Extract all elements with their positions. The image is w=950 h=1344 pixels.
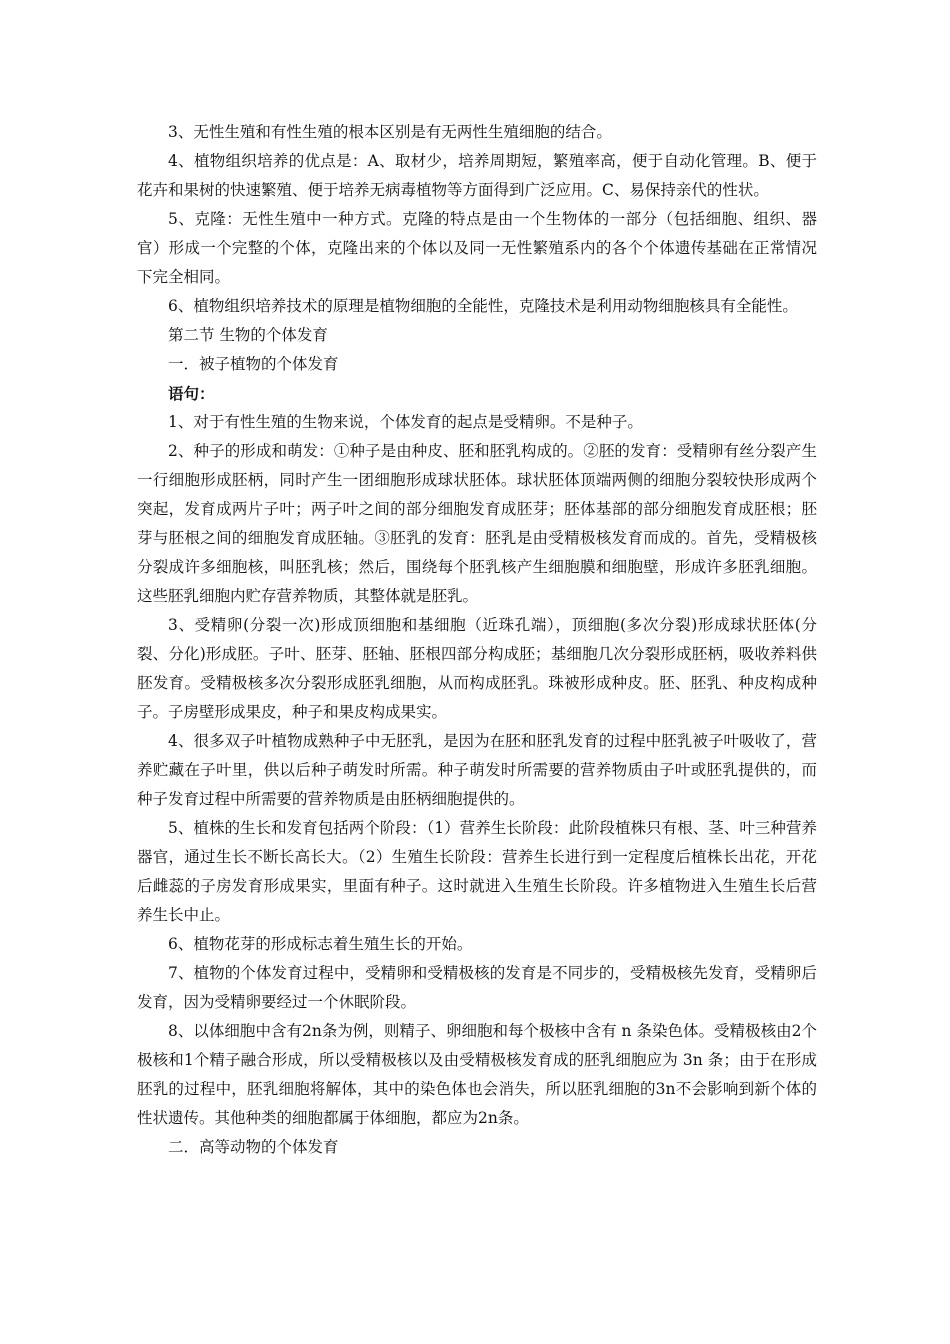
paragraph-zygote-division: 3、受精卵(分裂一次)形成顶细胞和基细胞（近珠孔端），顶细胞(多次分裂)形成球状胚体(分裂、分化)形成胚。子叶、胚芽、胚轴、胚根四部分构成胚；基细胞几次分裂形成胚柄，吸收养料供胚发育。受精极核多次分裂形成胚乳细胞，从而构成胚乳。珠被形成种皮。胚、胚乳、种皮构成种子。子房壁形成果皮，种子和果皮构成果实。 xyxy=(137,616,817,721)
paragraph-totipotency: 6、植物组织培养技术的原理是植物细胞的全能性，克隆技术是利用动物细胞核具有全能性。 xyxy=(168,297,798,315)
paragraph-chromosome-count: 8、以体细胞中含有2n条为例，则精子、卵细胞和每个极核中含有 n 条染色体。受精极核由2个极核和1个精子融合形成，所以受精极核以及由受精极核发育成的胚乳细胞应为 3n 条；由于在形成胚乳的过程中，胚乳细胞将解体，其中的染色体也会消失，所以胚乳细胞的3n不会影响到新个体的性状遗传。其他种类的细胞都属于体细胞，都应为2n条。 xyxy=(137,1022,817,1127)
subsection-heading-animals: 二．高等动物的个体发育 xyxy=(168,1138,339,1156)
subsection-heading: 一．被子植物的个体发育 xyxy=(168,355,339,373)
document-page xyxy=(137,118,817,1162)
paragraph-growth-stages: 5、植株的生长和发育包括两个阶段：（1）营养生长阶段：此阶段植株只有根、茎、叶三种营养器官，通过生长不断长高长大。（2）生殖生长阶段：营养生长进行到一定程度后植株长出花，开花后雌蕊的子房发育形成果实，里面有种子。这时就进入生殖生长阶段。许多植物进入生殖生长后营养生长中止。 xyxy=(137,819,817,924)
paragraph-asexual-vs-sexual: 3、无性生殖和有性生殖的根本区别是有无两性生殖细胞的结合。 xyxy=(168,123,612,141)
section-heading: 第二节 生物的个体发育 xyxy=(168,326,328,344)
paragraph-flower-bud: 6、植物花芽的形成标志着生殖生长的开始。 xyxy=(168,935,473,953)
paragraph-seed-formation: 2、种子的形成和萌发：①种子是由种皮、胚和胚乳构成的。②胚的发育：受精卵有丝分裂产生一行细胞形成胚柄，同时产生一团细胞形成球状胚体。球状胚体顶端两侧的细胞分裂较快形成两个突起，发育成两片子叶；两子叶之间的部分细胞发育成胚芽；胚体基部的部分细胞发育成胚根；胚芽与胚根之间的细胞发育成胚轴。③胚乳的发育：胚乳是由受精极核发育而成的。首先，受精极核分裂成许多细胞核，叫胚乳核；然后，围绕每个胚乳核产生细胞膜和细胞壁，形成许多胚乳细胞。这些胚乳细胞内贮存营养物质，其整体就是胚乳。 xyxy=(137,442,817,605)
paragraph-dicot-endosperm: 4、很多双子叶植物成熟种子中无胚乳，是因为在胚和胚乳发育的过程中胚乳被子叶吸收了，营养贮藏在子叶里，供以后种子萌发时所需。种子萌发时所需要的营养物质由子叶或胚乳提供的，而种子发育过程中所需要的营养物质是由胚柄细胞提供的。 xyxy=(137,732,817,808)
paragraph-development-order: 7、植物的个体发育过程中，受精卵和受精极核的发育是不同步的，受精极核先发育，受精卵后发育，因为受精卵要经过一个休眠阶段。 xyxy=(137,964,817,1011)
paragraph-development-start: 1、对于有性生殖的生物来说，个体发育的起点是受精卵。不是种子。 xyxy=(168,413,643,431)
paragraph-cloning: 5、克隆：无性生殖中一种方式。克隆的特点是由一个生物体的一部分（包括细胞、组织、器官）形成一个完整的个体，克隆出来的个体以及同一无性繁殖系内的各个个体遗传基础在正常情况下完全相同。 xyxy=(137,210,817,286)
label-sentences: 语句： xyxy=(168,384,215,403)
paragraph-tissue-culture-advantages: 4、植物组织培养的优点是：A、取材少，培养周期短，繁殖率高，便于自动化管理。B、便于花卉和果树的快速繁殖、便于培养无病毒植物等方面得到广泛应用。C、易保持亲代的性状。 xyxy=(137,152,817,199)
